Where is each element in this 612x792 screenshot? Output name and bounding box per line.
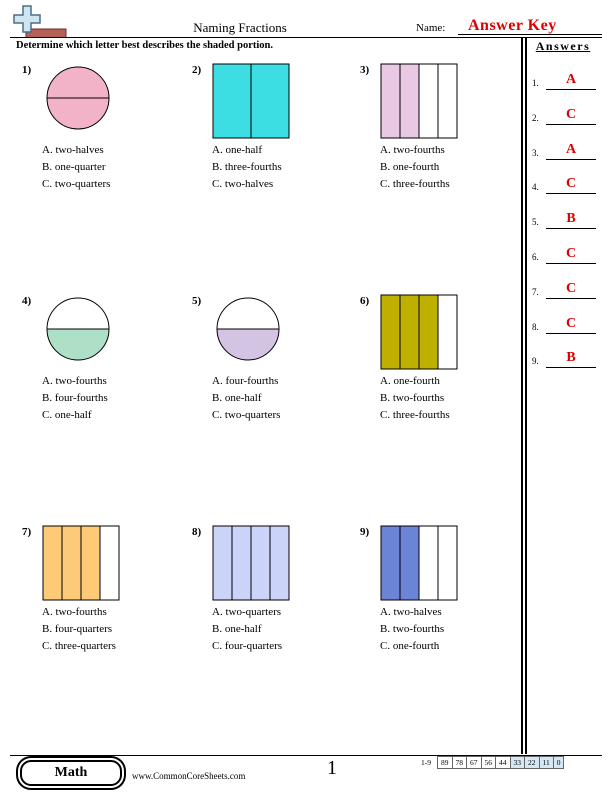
shaded-part xyxy=(419,295,438,369)
shaded-part xyxy=(232,526,251,600)
answer-value: A xyxy=(565,72,577,87)
answer-option: B. one-fourth xyxy=(380,161,440,173)
answer-option: A. two-quarters xyxy=(212,606,282,618)
unshaded-part xyxy=(438,64,457,138)
answer-number: 5. xyxy=(532,217,539,228)
answer-row xyxy=(532,350,598,370)
answer-option: B. four-quarters xyxy=(42,623,113,635)
problem-number: 4) xyxy=(22,295,32,307)
score-cell: 78 xyxy=(452,757,467,769)
score-cell: 44 xyxy=(496,757,511,769)
answer-value: A xyxy=(565,141,577,157)
shaded-part xyxy=(251,64,289,138)
answer-row xyxy=(532,316,598,336)
page-number: 1 xyxy=(327,757,337,779)
answer-value: C xyxy=(565,315,577,331)
answer-option: A. one-half xyxy=(212,144,263,156)
unshaded-part xyxy=(438,526,457,600)
fraction-bar xyxy=(380,63,458,139)
answer-option: C. three-fourths xyxy=(380,409,450,421)
answer-line xyxy=(546,228,596,229)
answer-row xyxy=(532,107,598,127)
answer-option: C. two-quarters xyxy=(212,409,281,421)
problem-number: 2) xyxy=(192,64,202,76)
name-label: Name: xyxy=(416,22,446,34)
answer-number: 4. xyxy=(532,182,539,193)
fraction-circle xyxy=(216,297,280,361)
score-cell: 56 xyxy=(481,757,496,769)
answer-row xyxy=(532,281,598,301)
instructions: Determine which letter best describes the shaded portion. xyxy=(16,40,274,51)
plus-logo-icon xyxy=(12,4,68,38)
answer-row xyxy=(532,176,598,196)
shaded-part xyxy=(62,526,81,600)
fraction-bar xyxy=(212,525,290,601)
answer-option: C. two-quarters xyxy=(42,178,111,190)
answer-number: 1. xyxy=(532,78,539,88)
shaded-part xyxy=(213,64,251,138)
problem-number: 9) xyxy=(360,526,370,538)
answer-row xyxy=(532,72,598,92)
fraction-bar xyxy=(380,525,458,601)
problem-number: 8) xyxy=(192,526,202,538)
score-cell: 89 xyxy=(438,757,453,769)
answer-option: B. two-fourths xyxy=(380,392,445,404)
answer-number: 9. xyxy=(532,356,539,367)
answer-number: 6. xyxy=(532,252,539,262)
fraction-bar xyxy=(380,294,458,370)
answer-line xyxy=(546,89,596,90)
score-range-label: 1-9 xyxy=(421,758,431,767)
answer-number: 3. xyxy=(532,147,539,158)
fraction-circle xyxy=(46,66,110,130)
answer-value: C xyxy=(565,246,577,261)
unshaded-part xyxy=(100,526,119,600)
answer-line xyxy=(546,367,596,368)
score-cell: 11 xyxy=(539,757,553,769)
shaded-part xyxy=(47,98,109,129)
unshaded-part xyxy=(419,64,438,138)
header-divider xyxy=(10,37,602,38)
shaded-part xyxy=(47,329,109,360)
answer-option: C. one-fourth xyxy=(380,640,440,652)
answer-value: C xyxy=(565,280,577,296)
shaded-part xyxy=(381,526,400,600)
answer-option: B. four-fourths xyxy=(42,392,108,404)
answer-option: C. two-halves xyxy=(212,178,274,190)
problem-number: 1) xyxy=(22,64,32,76)
answer-number: 2. xyxy=(532,112,539,123)
score-cell: 67 xyxy=(467,757,482,769)
shaded-part xyxy=(381,295,400,369)
answer-line xyxy=(546,124,596,125)
answer-number: 8. xyxy=(532,321,539,332)
answer-line xyxy=(546,263,596,264)
problem-number: 5) xyxy=(192,295,202,307)
answer-value: B xyxy=(566,350,576,366)
shaded-part xyxy=(381,64,400,138)
answer-line xyxy=(546,159,596,160)
answer-option: C. three-quarters xyxy=(42,640,116,652)
answer-number: 7. xyxy=(532,286,539,297)
unshaded-part xyxy=(419,526,438,600)
answer-option: A. four-fourths xyxy=(212,375,279,387)
shaded-part xyxy=(251,526,270,600)
fraction-bar xyxy=(42,525,120,601)
score-table xyxy=(418,756,564,769)
shaded-part xyxy=(213,526,232,600)
shaded-part xyxy=(270,526,289,600)
answers-divider xyxy=(525,37,527,754)
shaded-part xyxy=(47,67,109,98)
problem-number: 3) xyxy=(360,64,370,76)
answer-option: B. one-half xyxy=(212,623,262,635)
answer-row xyxy=(532,211,598,231)
problem-number: 6) xyxy=(360,295,370,307)
answer-option: B. three-fourths xyxy=(212,161,282,173)
score-cell: 22 xyxy=(525,757,540,769)
answer-key-label: Answer Key xyxy=(468,17,557,34)
answers-heading: Answers xyxy=(535,39,591,53)
answer-line xyxy=(546,298,596,299)
answer-option: C. four-quarters xyxy=(212,640,283,652)
answer-option: A. two-halves xyxy=(42,144,104,156)
website-link[interactable]: www.CommonCoreSheets.com xyxy=(132,771,246,781)
answer-line xyxy=(546,333,596,334)
answer-option: C. three-fourths xyxy=(380,178,450,190)
answer-option: A. two-fourths xyxy=(380,144,445,156)
answer-value: C xyxy=(565,106,577,122)
answer-line xyxy=(546,193,596,194)
answer-option: B. one-half xyxy=(212,392,262,404)
shaded-part xyxy=(400,295,419,369)
answer-option: A. two-halves xyxy=(380,606,442,618)
page-title: Naming Fractions xyxy=(193,20,287,35)
answer-value: B xyxy=(566,211,576,227)
shaded-part xyxy=(43,526,62,600)
answer-option: A. two-fourths xyxy=(42,606,107,618)
answer-option: A. one-fourth xyxy=(380,375,440,387)
problem-number: 7) xyxy=(22,526,32,538)
answer-option: B. two-fourths xyxy=(380,623,445,635)
fraction-circle xyxy=(46,297,110,361)
shaded-part xyxy=(400,64,419,138)
shaded-part xyxy=(217,329,279,360)
shaded-part xyxy=(400,526,419,600)
answer-row xyxy=(532,246,598,266)
answers-divider xyxy=(521,37,523,754)
fraction-bar xyxy=(212,63,290,139)
answer-row xyxy=(532,142,598,162)
answer-option: C. one-half xyxy=(42,409,92,421)
answer-value: C xyxy=(565,176,577,192)
shaded-part xyxy=(81,526,100,600)
score-cell: 0 xyxy=(553,757,564,769)
score-cell: 33 xyxy=(510,757,525,769)
math-badge: Math xyxy=(20,760,122,786)
answer-option: B. one-quarter xyxy=(42,161,106,173)
answer-option: A. two-fourths xyxy=(42,375,107,387)
unshaded-part xyxy=(438,295,457,369)
